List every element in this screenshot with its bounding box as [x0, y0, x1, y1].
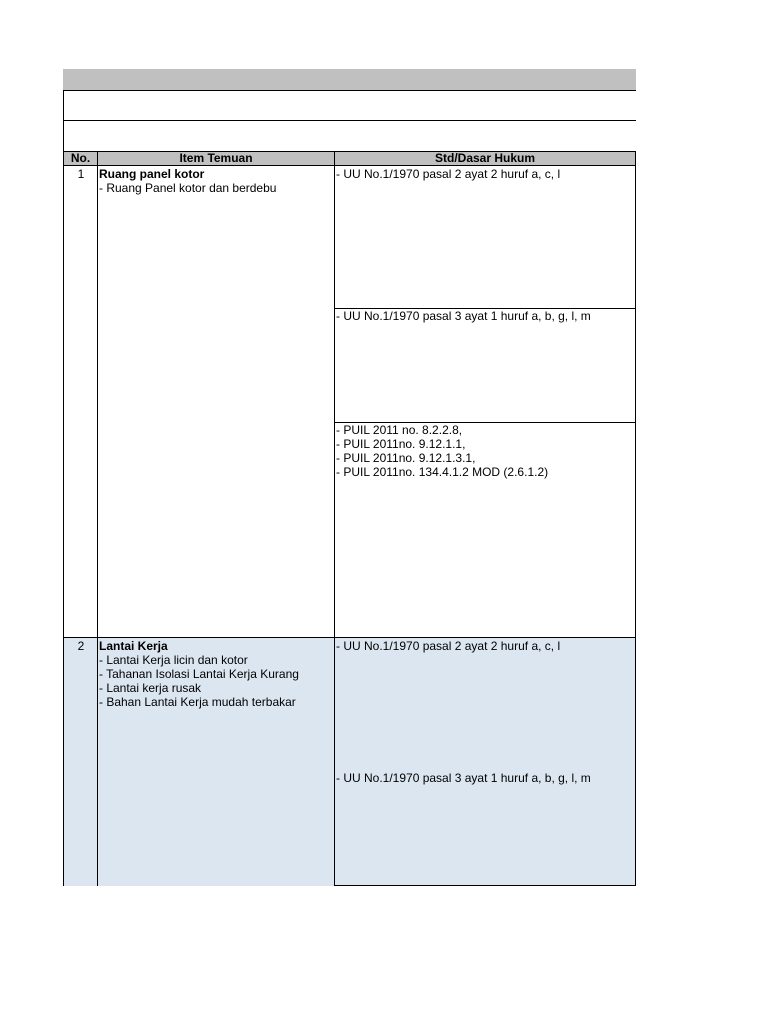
- row-1-no: 1: [63, 166, 98, 638]
- row-1-item: [97, 166, 335, 638]
- row-2-item-title: Lantai Kerja: [99, 639, 168, 653]
- row-1-std-block-1: - UU No.1/1970 pasal 2 ayat 2 huruf a, c, l: [334, 166, 636, 309]
- header-no: No.: [63, 151, 98, 166]
- header-std-dasar-hukum: Std/Dasar Hukum: [334, 151, 636, 166]
- row-2-no: 2: [63, 638, 98, 886]
- header-item-temuan: Item Temuan: [97, 151, 335, 166]
- row-2-item: Lantai Kerja - Lantai Kerja licin dan kotor - Tahanan Isolasi Lantai Kerja Kurang - Lantai kerja rusak - Bahan Lantai Kerja mudah terbakar: [97, 638, 335, 886]
- title-bar: [63, 69, 636, 90]
- row-1-item-title: Ruang panel kotor: [99, 167, 205, 181]
- row-2-std-block-2: - UU No.1/1970 pasal 3 ayat 1 huruf a, b, g, l, m: [334, 770, 636, 886]
- row-1-std-block-3: - PUIL 2011 no. 8.2.2.8, - PUIL 2011no. 9.12.1.1, - PUIL 2011no. 9.12.1.3.1, - PUIL 2011no. 134.4.1.2 MOD (2.6.1.2): [334, 422, 636, 638]
- row-1-item-line: - Ruang Panel kotor dan berdebu: [99, 181, 277, 195]
- row-2-std-block-1: - UU No.1/1970 pasal 2 ayat 2 huruf a, c, l: [334, 638, 636, 771]
- blank-row-2: [63, 120, 636, 151]
- blank-row-1: [63, 90, 636, 120]
- row-1-std-block-2: - UU No.1/1970 pasal 3 ayat 1 huruf a, b, g, l, m: [334, 308, 636, 423]
